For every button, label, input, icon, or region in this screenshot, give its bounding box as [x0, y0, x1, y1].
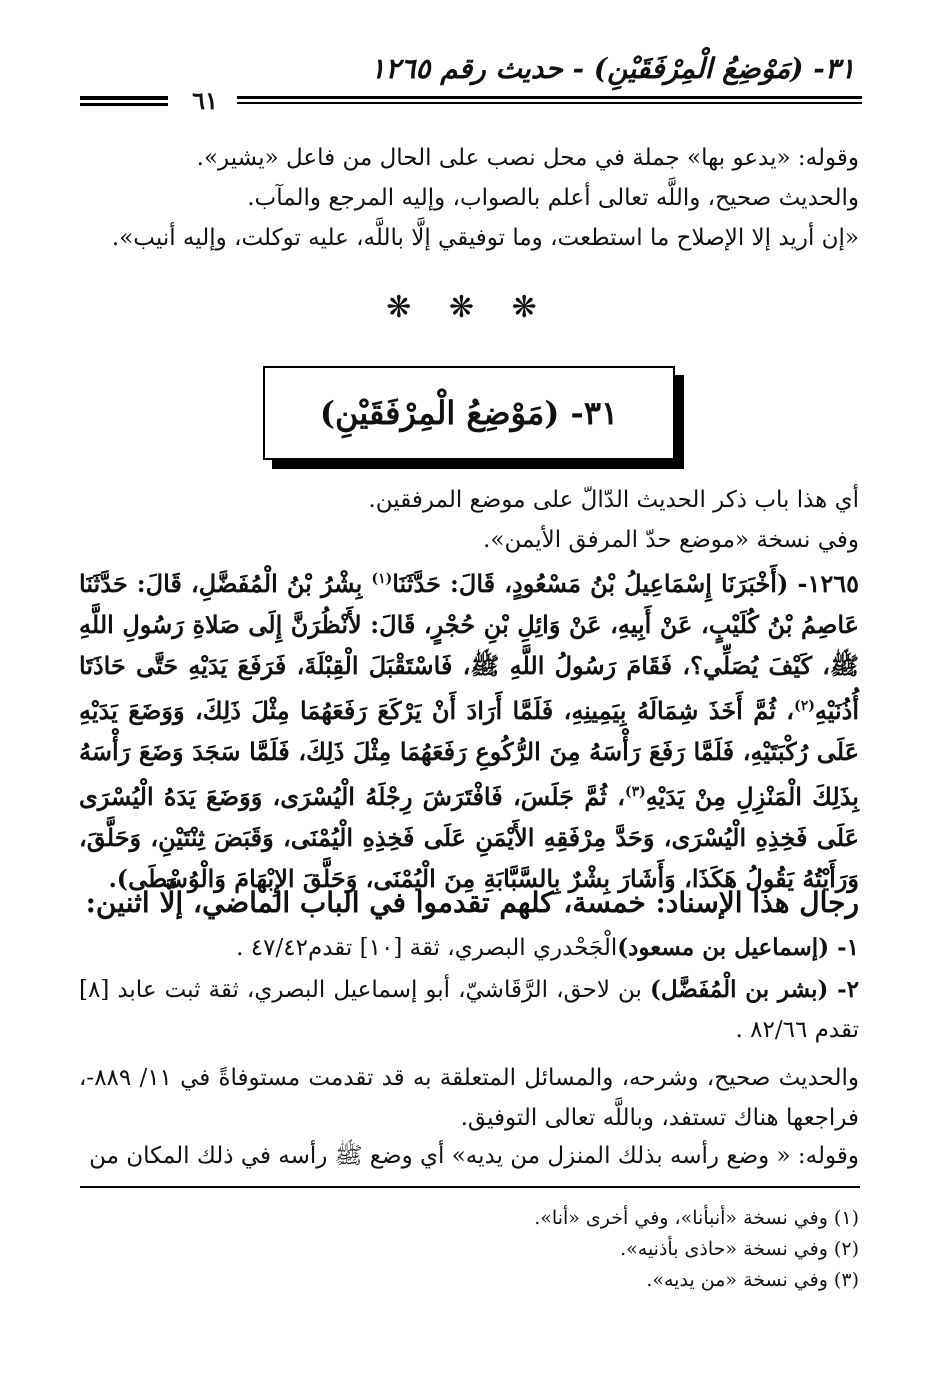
narrator-1-name: ١- (إسماعيل بن مسعود): [617, 934, 859, 961]
narrator-2-details: بن لاحق، الرَّقَاشيّ، أبو إسماعيل البصري، ثقة ثبت عابد [٨] تقدم ٨٢/٦٦ .: [79, 977, 859, 1043]
narrator-2-name: ٢- (بشر بن الْمُفَضَّل): [649, 976, 860, 1003]
hadith-text-part-2: بِشْرُ بْنُ الْمُفَضَّلِ، قَالَ: حَدَّثَنَا عَاصِمُ بْنُ كُلَيْبٍ، عَنْ أَبِيهِ، عَنْ وَائِلِ بْنِ حُجْرٍ، قَالَ: لأَنْظُرَنَّ إِلَى صَلاةِ رَسُولِ اللَّهِ ﷺ، كَيْفَ يُصَلِّي؟، فَقَامَ رَسُولُ اللَّهِ ﷺ، فَاسْتَقْبَلَ الْقِبْلَةَ، فَرَفَعَ يَدَيْهِ حَتَّى حَاذَتَا أُذُنَيْهِ: [79, 569, 859, 725]
footnote-1: (١) وفي نسخة «أنبأنا»، وفي أخرى «أنا».: [534, 1207, 859, 1229]
footnote-marker-1: (١): [371, 571, 393, 587]
footnote-marker-2: (٢): [794, 698, 815, 714]
chapter-variant-paragraph: وفي نسخة «موضع حدّ المرفق الأيمن».: [483, 527, 859, 553]
intro-paragraph-2: والحديث صحيح، واللَّه تعالى أعلم بالصواب، وإليه المرجع والمآب.: [247, 185, 859, 211]
narrator-1-details: الْجَحْدري البصري، ثقة [١٠] تقدم٤٧/٤٢ .: [236, 935, 618, 961]
section-separator-stars: ❋ ❋ ❋: [386, 290, 551, 325]
chapter-title-box: [263, 366, 675, 460]
chapter-intro-paragraph: أي هذا باب ذكر الحديث الدّالّ على موضع المرفقين.: [368, 487, 859, 513]
intro-paragraph-3: «إن أريد إلا الإصلاح ما استطعت، وما توفيقي إلَّا باللَّه، عليه توكلت، وإليه أنيب».: [111, 225, 859, 251]
running-title: ٣١- (مَوْضِعُ الْمِرْفَقَيْنِ) - حديث رقم ١٢٦٥: [370, 52, 855, 85]
page-number: ٦١: [192, 86, 218, 115]
footnote-2: (٢) وفي نسخة «حاذى بأذنيه».: [620, 1238, 859, 1260]
page-number-rule-top: [80, 96, 168, 100]
page-number-rule-bottom: [80, 103, 168, 106]
narrator-1: [79, 928, 859, 968]
commentary-paragraph-1: والحديث صحيح، وشرحه، والمسائل المتعلقة به قد تقدمت مستوفاةً في ١١/ ٨٨٩-، فراجعها هناك تستفد، وباللَّه تعالى التوفيق.: [79, 1065, 859, 1131]
commentary-paragraph-2: وقوله: « وضع رأسه بذلك المنزل من يديه» أي وضع ﷺ رأسه في ذلك المكان من: [89, 1143, 859, 1169]
footnote-3: (٣) وفي نسخة «من يديه».: [646, 1269, 859, 1291]
hadith-text-part-3: ، ثُمَّ أَخَذَ شِمَالَهُ بِيَمِينِهِ، فَلَمَّا أَرَادَ أَنْ يَرْكَعَ رَفَعَهُمَا مِثْلَ ذَلِكَ، وَوَضَعَ يَدَيْهِ عَلَى رُكْبَتَيْهِ، فَلَمَّا رَفَعَ رَأْسَهُ مِنَ الرُّكُوعِ رَفَعَهُمَا مِثْلَ ذَلِكَ، فَلَمَّا سَجَدَ وَضَعَ رَأْسَهُ بِذَلِكَ الْمَنْزِلِ مِنْ يَدَيْهِ: [79, 696, 859, 811]
chapter-title: ٣١- (مَوْضِعُ الْمِرْفَقَيْنِ): [319, 394, 619, 432]
hadith-text-part-4: ، ثُمَّ جَلَسَ، فَافْتَرَشَ رِجْلَهُ الْيُسْرَى، وَوَضَعَ يَدَهُ الْيُسْرَى عَلَى فَخِذِهِ الْيُسْرَى، وَحَدَّ مِرْفَقِهِ الأَيْمَنِ عَلَى فَخِذِهِ الْيُمْنَى، وَقَبَضَ ثِنْتَيْنِ، وَحَلَّقَ، وَرَأَيْتُهُ يَقُولُ هَكَذَا، وَأَشَارَ بِشْرٌ بِالسَّبَّابَةِ مِنَ الْيُمْنَى، وَحَلَّقَ الإِبْهَامَ وَالْوُسْطَى).: [79, 782, 859, 893]
intro-paragraph-1: وقوله: «يدعو بها» جملة في محل نصب على الحال من فاعل «يشير».: [196, 145, 859, 171]
footnote-marker-3: (٣): [624, 784, 646, 800]
hadith-text: [79, 559, 859, 899]
footnote-separator: [80, 1186, 860, 1188]
header-rule-bottom: [237, 102, 862, 104]
narrator-2: [79, 970, 859, 1050]
header-rule-top: [237, 96, 862, 99]
narrators-heading: رجال هذا الإسناد: خمسة، كلهم تقدموا في الباب الماضي، إلَّا اثنين:: [85, 886, 859, 919]
hadith-text-part-1: ١٢٦٥- (أَخْبَرَنَا إِسْمَاعِيلُ بْنُ مَسْعُودٍ، قَالَ: حَدَّثَنَا: [392, 569, 859, 598]
